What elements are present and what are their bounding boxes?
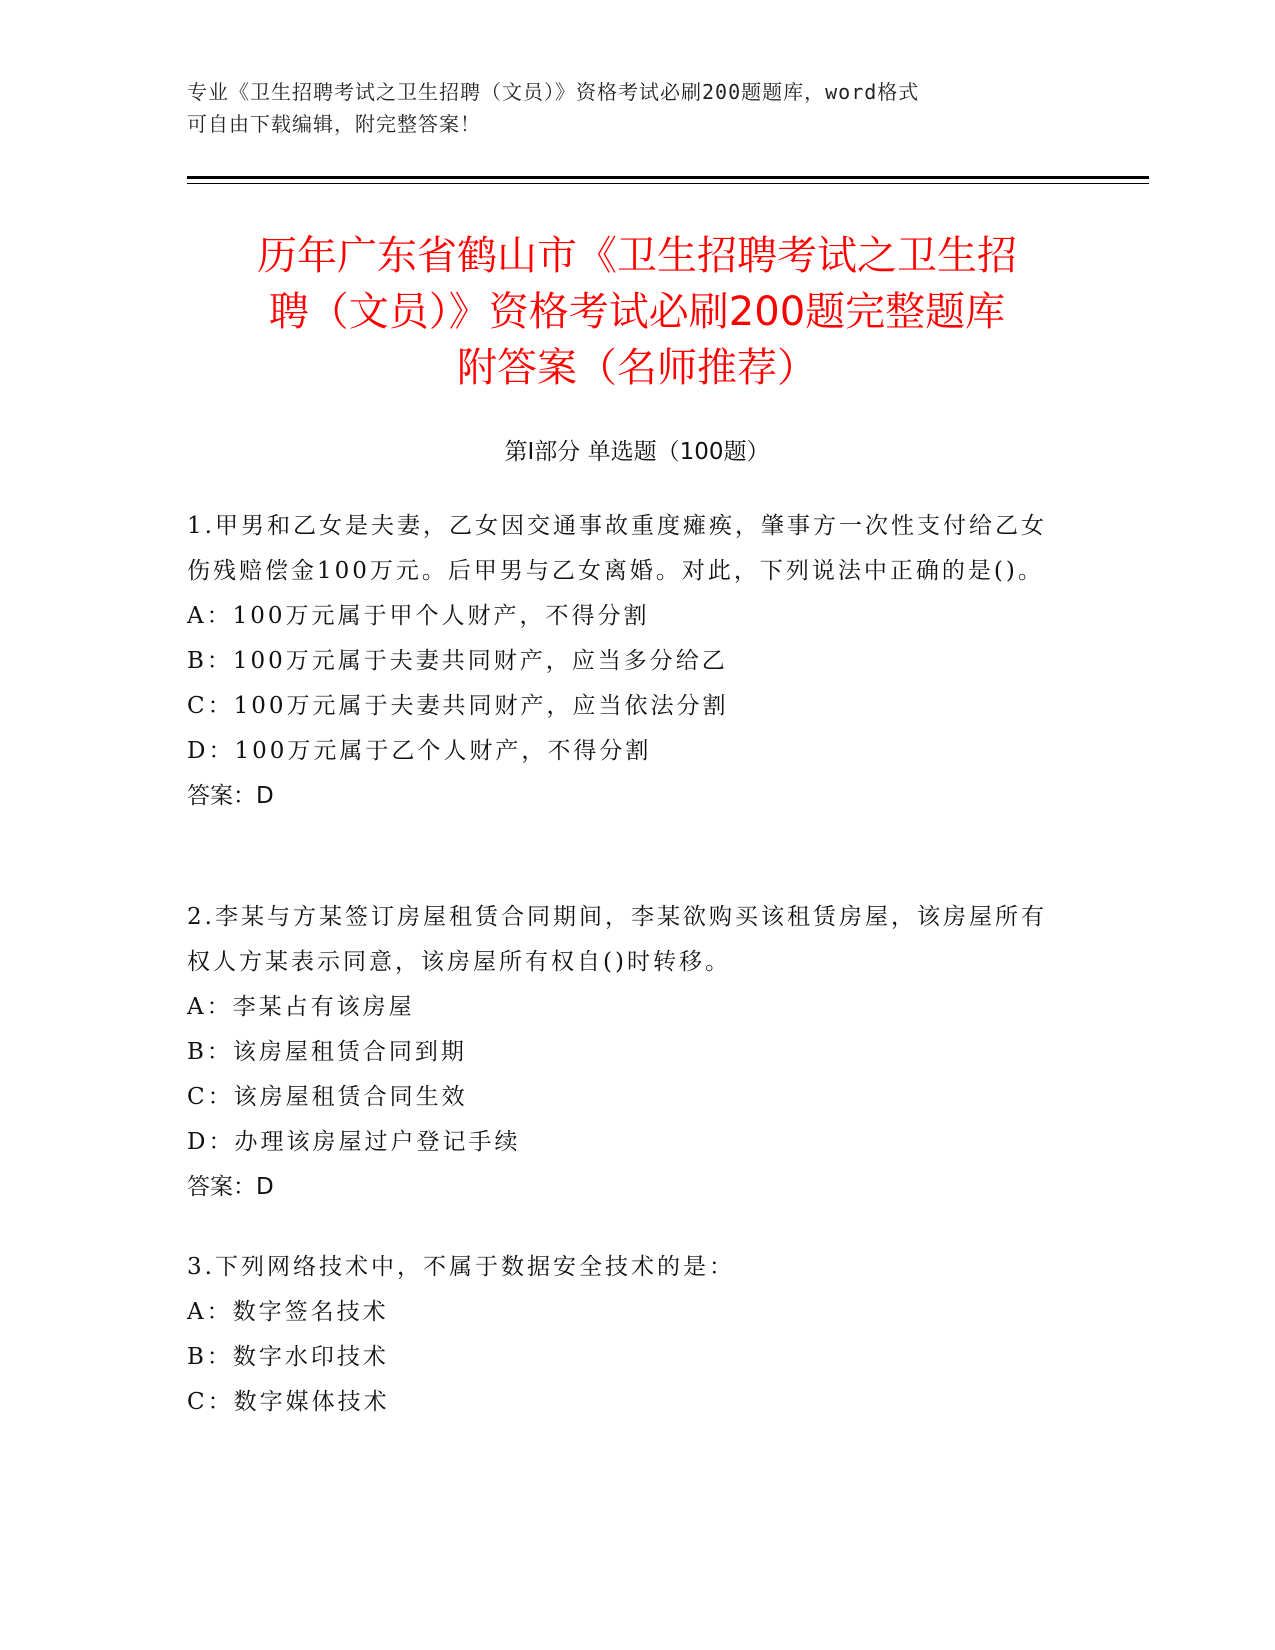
document-title — [187, 228, 1087, 396]
question-1-option-d: D：100万元属于乙个人财产，不得分割 — [187, 738, 652, 764]
question-3 — [187, 1245, 1067, 1425]
question-3-option-a: A：数字签名技术 — [187, 1299, 389, 1325]
question-2-stem: 2.李某与方某签订房屋租赁合同期间，李某欲购买该租赁房屋，该房屋所有权人方某表示同意，该房屋所有权自()时转移。 — [187, 904, 1047, 975]
question-2-option-c: C：该房屋租赁合同生效 — [187, 1084, 468, 1110]
title-line-1: 历年广东省鹤山市《卫生招聘考试之卫生招 — [257, 233, 1017, 279]
question-1-option-a: A：100万元属于甲个人财产，不得分割 — [187, 603, 650, 629]
header-divider-thin — [187, 183, 1149, 184]
question-3-stem: 3.下列网络技术中，不属于数据安全技术的是： — [187, 1254, 735, 1280]
title-line-3: 附答案（名师推荐） — [457, 345, 817, 391]
question-3-option-c: C：数字媒体技术 — [187, 1389, 390, 1415]
question-1-option-b: B：100万元属于夫妻共同财产，应当多分给乙 — [187, 648, 728, 674]
question-1-answer: 答案：D — [187, 783, 274, 809]
page-header — [187, 76, 1087, 140]
question-3-option-b: B：数字水印技术 — [187, 1344, 389, 1370]
header-line-1: 专业《卫生招聘考试之卫生招聘（文员）》资格考试必刷200题题库，word格式 — [187, 80, 920, 104]
question-2-option-d: D：办理该房屋过户登记手续 — [187, 1129, 521, 1155]
question-1-option-c: C：100万元属于夫妻共同财产，应当依法分割 — [187, 693, 729, 719]
question-2-option-a: A：李某占有该房屋 — [187, 994, 415, 1020]
header-line-2: 可自由下载编辑，附完整答案！ — [187, 112, 481, 136]
question-2-option-b: B：该房屋租赁合同到期 — [187, 1039, 467, 1065]
question-2 — [187, 895, 1067, 1210]
section-heading: 第I部分 单选题（100题） — [504, 439, 770, 465]
question-1-stem: 1.甲男和乙女是夫妻，乙女因交通事故重度瘫痪，肇事方一次性支付给乙女伤残赔偿金100万元。后甲男与乙女离婚。对此，下列说法中正确的是()。 — [187, 513, 1047, 584]
question-1 — [187, 504, 1067, 819]
title-line-2: 聘（文员）》资格考试必刷200题完整题库 — [268, 289, 1006, 335]
question-2-answer: 答案：D — [187, 1174, 274, 1200]
header-divider-thick — [187, 176, 1149, 179]
